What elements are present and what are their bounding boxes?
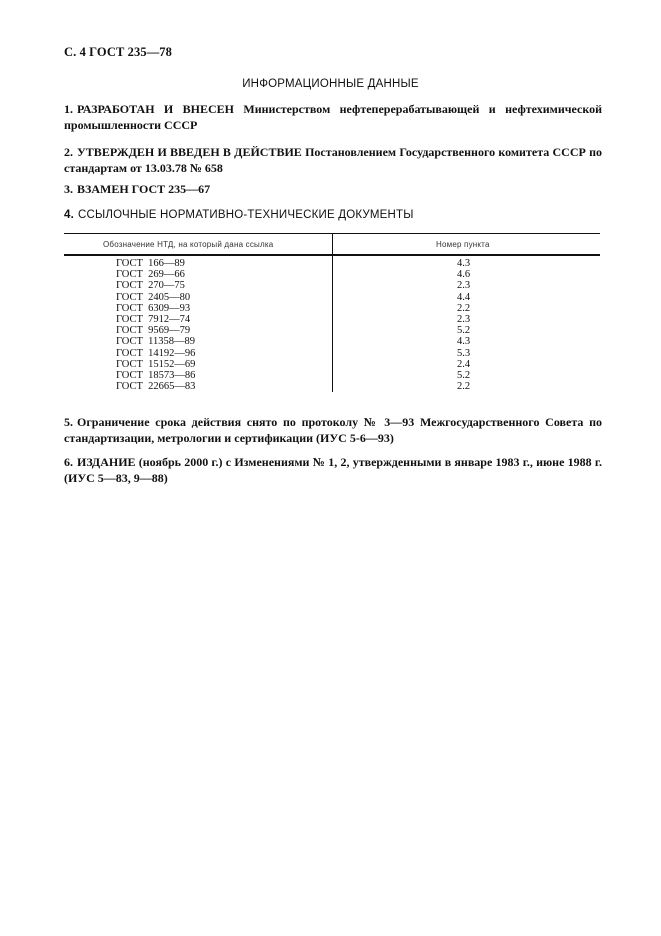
table-body [0,258,661,392]
item-text: Постановлением Государственного комитета СССР по стандартам от 13.03.78 № 658 [64,145,603,175]
item-text: Министерством нефтеперерабатывающей и нефтехимической промышленности СССР [64,102,603,132]
item-lead: УТВЕРЖДЕН И ВВЕДЕН В ДЕЙСТВИЕ [77,145,302,159]
table-row [0,325,661,336]
table-row [0,336,661,347]
table-row [0,370,661,381]
page-header: С. 4 ГОСТ 235—78 [64,45,173,59]
table-row [0,292,661,303]
table-cell-document: ГОСТ 22665—83 [116,381,196,393]
table-row [0,359,661,370]
table-cell-document: ГОСТ 11358—89 [116,336,196,348]
item-lead: РАЗРАБОТАН И ВНЕСЕН [77,102,234,116]
item-number: 2. [64,145,73,159]
table-cell-point: 2.3 [457,280,471,292]
table-cell-point: 5.3 [457,347,471,359]
item-number: 4. [64,209,74,221]
table-cell-point: 2.2 [457,302,471,314]
info-item-5 [64,414,602,446]
table-cell-point: 4.6 [457,269,471,281]
table-cell-point: 4.4 [457,291,471,303]
item-number: 3. [64,182,73,196]
table-cell-point: 5.2 [457,325,471,337]
item-number: 1. [64,102,73,116]
table-header-documents: Обозначение НТД, на который дана ссылка [103,240,274,249]
item-lead: ССЫЛОЧНЫЕ НОРМАТИВНО-ТЕХНИЧЕСКИЕ ДОКУМЕНТЫ [78,209,414,221]
table-cell-point: 2.2 [457,381,471,393]
table-row [0,269,661,280]
table-cell-document: ГОСТ 270—75 [116,280,185,292]
info-item-3 [64,181,602,197]
table-cell-document: ГОСТ 2405—80 [116,291,191,303]
table-cell-document: ГОСТ 269—66 [116,269,185,281]
table-cell-document: ГОСТ 7912—74 [116,313,191,325]
table-cell-point: 2.3 [457,313,471,325]
table-cell-document: ГОСТ 18573—86 [116,369,196,381]
info-item-6 [64,454,602,486]
table-cell-point: 4.3 [457,336,471,348]
item-text: ИЗДАНИЕ (ноябрь 2000 г.) с Изменениями № 1, 2, утвержденными в январе 1983 г., июне 1988 г. (ИУС 5—83, 9—88) [64,455,602,485]
table-row [0,303,661,314]
item-text: Ограничение срока действия снято по протоколу № 3—93 Межгосударственного Совета по стандартизации, метрологии и сертификации (ИУС 5-6—93) [64,415,602,445]
table-cell-point: 2.4 [457,358,471,370]
table-row [0,258,661,269]
item-lead: ВЗАМЕН ГОСТ 235—67 [77,182,211,196]
info-item-4 [64,207,602,223]
table-row [0,280,661,291]
table-row [0,314,661,325]
table-cell-document: ГОСТ 6309—93 [116,302,191,314]
table-cell-document: ГОСТ 166—89 [116,258,185,269]
table-cell-document: ГОСТ 14192—96 [116,347,196,359]
table-header-point: Номер пункта [436,240,490,249]
table-cell-document: ГОСТ 15152—69 [116,358,196,370]
table-cell-point: 4.3 [457,258,471,269]
section-title: ИНФОРМАЦИОННЫЕ ДАННЫЕ [242,78,419,90]
info-item-1 [64,101,602,133]
table-row [0,348,661,359]
item-number: 5. [64,415,73,429]
table-column-divider [332,233,333,255]
table-cell-point: 5.2 [457,369,471,381]
item-number: 6. [64,455,73,469]
info-item-2 [64,144,602,176]
table-cell-document: ГОСТ 9569—79 [116,325,191,337]
table-row [0,381,661,392]
